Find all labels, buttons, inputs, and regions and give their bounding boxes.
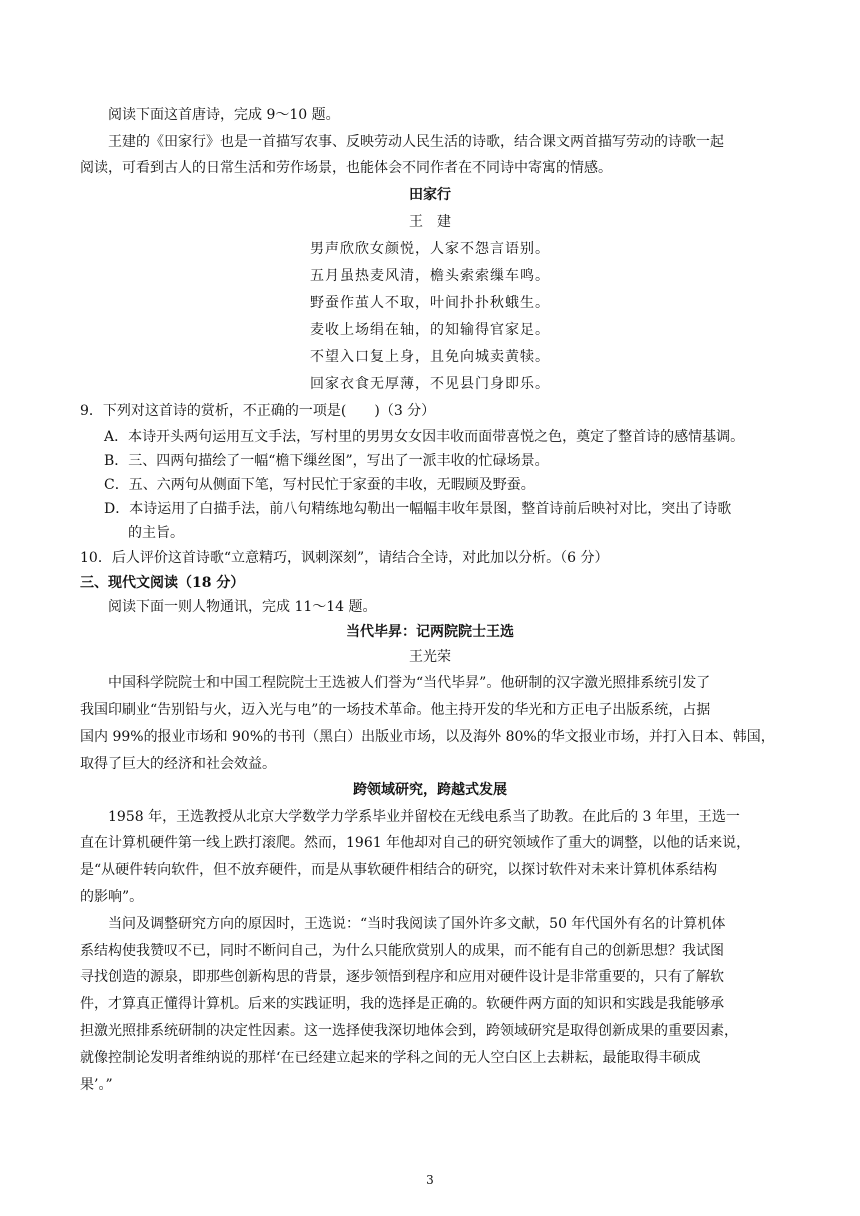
paragraph-2-line: 直在计算机硬件第一线上跌打滚爬。然而，1961 年他却对自己的研究领域作了重大的调整，以他的话来说， [80, 835, 751, 851]
question-10-stem: 10．后人评价这首诗歌“立意精巧，讽刺深刻”，请结合全诗，对此加以分析。（6 分） [80, 550, 609, 566]
section-3-heading: 三、现代文阅读（18 分） [80, 575, 245, 591]
paragraph-1-line: 国内 99%的报业市场和 90%的书刊（黑白）出版业市场，以及海外 80%的华文报业市场，并打入日本、韩国， [80, 729, 775, 745]
question-9-stem: 9．下列对这首诗的赏析，不正确的一项是( )（3 分） [80, 403, 436, 419]
paragraph-3-line: 寻找创造的源泉，即那些创新构思的背景，逐步领悟到程序和应用对硬件设计是非常重要的，只有了解软 [80, 969, 724, 985]
paragraph-3-line: 就像控制论发明者维纳说的那样‘在已经建立起来的学科之间的无人空白区上去耕耘，最能取得丰硕成 [80, 1050, 701, 1066]
reading-instruction: 阅读下面这首唐诗，完成 9～10 题。 [108, 107, 340, 123]
poem-line: 男声欣欣女颜悦，人家不怨言语别。 [310, 241, 550, 257]
question-9-option-c: C．五、六两句从侧面下笔，写村民忙于家蚕的丰收，无暇顾及野蚕。 [104, 477, 535, 493]
poem-line: 五月虽热麦风清，檐头索索缫车鸣。 [310, 268, 550, 284]
paragraph-1-line: 我国印刷业“告别铅与火，迈入光与电”的一场技术革命。他主持开发的华光和方正电子出版系统，占据 [80, 702, 711, 718]
article-title: 当代毕昇：记两院院士王选 [346, 624, 514, 640]
question-9-option-b: B．三、四两句描绘了一幅“檐下缫丝图”，写出了一派丰收的忙碌场景。 [104, 453, 549, 469]
paragraph-3-line: 系结构使我赞叹不已，同时不断问自己，为什么只能欣赏别人的成果，而不能有自己的创新思想？我试图 [80, 943, 724, 959]
paragraph-3-line: 当问及调整研究方向的原因时，王选说：“当时我阅读了国外许多文献，50 年代国外有名的计算机体 [108, 916, 726, 932]
paragraph-2-line: 是“从硬件转向软件，但不放弃硬件，而是从事软硬件相结合的研究，以探讨软件对未来计算机体系结构 [80, 862, 718, 878]
poem-line: 回家衣食无厚薄，不见县门身即乐。 [310, 376, 550, 392]
poem-line: 野蚕作茧人不取，叶间扑扑秋蛾生。 [310, 295, 550, 311]
poem-title: 田家行 [409, 187, 451, 203]
question-9-option-a: A．本诗开头两句运用互文手法，写村里的男男女女因丰收而面带喜悦之色，奠定了整首诗的感情基调。 [104, 429, 745, 445]
paragraph-3-line: 担激光照排系统研制的决定性因素。这一选择使我深切地体会到，跨领域研究是取得创新成果的重要因素， [80, 1023, 738, 1039]
paragraph-3-line: 果’。” [80, 1077, 113, 1093]
section-3-instruction: 阅读下面一则人物通讯，完成 11～14 题。 [108, 599, 377, 615]
paragraph-1-line: 取得了巨大的经济和社会效益。 [80, 756, 276, 772]
page-number: 3 [426, 1173, 434, 1187]
intro-line-1: 王建的《田家行》也是一首描写农事、反映劳动人民生活的诗歌，结合课文两首描写劳动的诗歌一起 [108, 134, 724, 150]
article-author: 王光荣 [409, 649, 451, 665]
intro-line-2: 阅读，可看到古人的日常生活和劳作场景，也能体会不同作者在不同诗中寄寓的情感。 [80, 160, 612, 176]
poem-author: 王 建 [409, 214, 451, 230]
poem-line: 不望入口复上身，且免向城卖黄犊。 [310, 349, 550, 365]
article-subheading: 跨领域研究，跨越式发展 [353, 782, 507, 798]
paragraph-1-line: 中国科学院院士和中国工程院院士王选被人们誉为“当代毕昇”。他研制的汉字激光照排系统引发了 [108, 675, 711, 691]
question-9-option-d-cont: 的主旨。 [128, 525, 184, 541]
paragraph-2-line: 的影响”。 [80, 889, 144, 905]
paragraph-2-line: 1958 年，王选教授从北京大学数学力学系毕业并留校在无线电系当了助教。在此后的 3 年里，王选一 [108, 809, 740, 825]
paragraph-3-line: 件，才算真正懂得计算机。后来的实践证明，我的选择是正确的。软硬件两方面的知识和实践是我能够承 [80, 996, 724, 1012]
poem-line: 麦收上场绢在轴，的知输得官家足。 [310, 322, 550, 338]
question-9-option-d: D．本诗运用了白描手法，前八句精练地勾勒出一幅幅丰收年景图，整首诗前后映衬对比，突出了诗歌 [104, 501, 732, 517]
